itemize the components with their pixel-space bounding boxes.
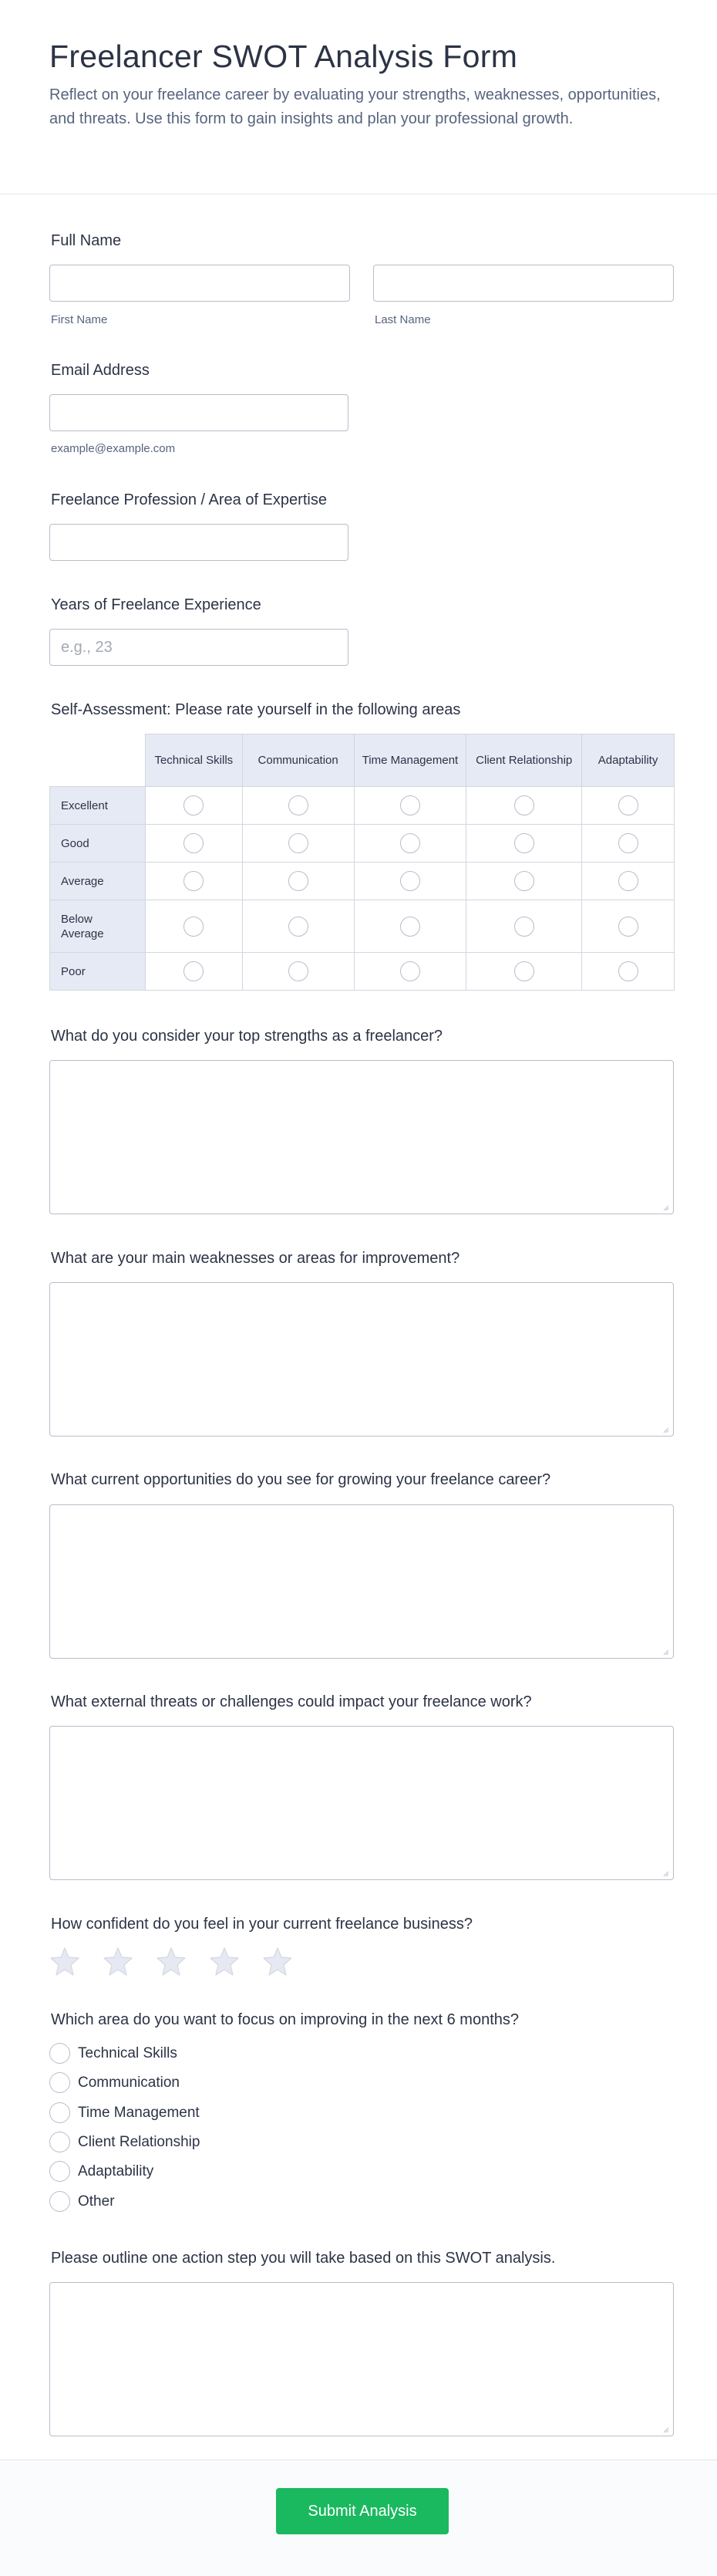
- matrix-row-header: Good: [50, 825, 146, 863]
- weaknesses-label: What are your main weaknesses or areas for improvement?: [51, 1250, 460, 1267]
- resize-grip-icon[interactable]: [661, 1869, 669, 1877]
- matrix-radio[interactable]: [514, 833, 534, 853]
- submit-button[interactable]: Submit Analysis: [276, 2488, 449, 2534]
- radio-button[interactable]: [49, 2132, 70, 2152]
- first-name-input[interactable]: [49, 265, 350, 302]
- self-assessment-label: Self-Assessment: Please rate yourself in the following areas: [51, 701, 461, 718]
- full-name-label: Full Name: [51, 232, 122, 249]
- focus-option-label: Time Management: [78, 2105, 200, 2121]
- matrix-radio[interactable]: [183, 833, 204, 853]
- matrix-radio[interactable]: [514, 961, 534, 981]
- focus-label: Which area do you want to focus on improving in the next 6 months?: [51, 2011, 520, 2028]
- opportunities-textarea[interactable]: [49, 1504, 674, 1659]
- focus-option-label: Technical Skills: [78, 2045, 177, 2061]
- matrix-row: [50, 863, 675, 900]
- matrix-radio[interactable]: [183, 917, 204, 937]
- confidence-label: How confident do you feel in your current freelance business?: [51, 1916, 473, 1933]
- matrix-row: [50, 825, 675, 863]
- last-name-input[interactable]: [373, 265, 674, 302]
- resize-grip-icon[interactable]: [661, 1426, 669, 1433]
- email-input[interactable]: [49, 394, 348, 431]
- matrix-radio[interactable]: [400, 871, 420, 891]
- experience-label: Years of Freelance Experience: [51, 596, 261, 613]
- weaknesses-textarea[interactable]: [49, 1282, 674, 1437]
- matrix-radio[interactable]: [400, 961, 420, 981]
- radio-button[interactable]: [49, 2102, 70, 2123]
- form-title: Freelancer SWOT Analysis Form: [49, 39, 518, 74]
- matrix-radio[interactable]: [618, 917, 638, 937]
- star-icon[interactable]: [49, 1946, 80, 1977]
- last-name-sublabel: Last Name: [375, 313, 431, 326]
- matrix-row: [50, 953, 675, 991]
- matrix-radio[interactable]: [618, 795, 638, 815]
- matrix-radio[interactable]: [400, 917, 420, 937]
- star-icon[interactable]: [156, 1946, 187, 1977]
- matrix-row: [50, 787, 675, 825]
- opportunities-label: What current opportunities do you see for growing your freelance career?: [51, 1471, 551, 1488]
- resize-grip-icon[interactable]: [661, 1204, 669, 1211]
- form-description: Reflect on your freelance career by evaluating your strengths, weaknesses, opportunities, and threats. Use this form to gain insights and plan your professional growth.: [49, 86, 661, 127]
- matrix-radio[interactable]: [183, 961, 204, 981]
- matrix-col-header: Time Management: [354, 734, 466, 787]
- matrix-row-header: Average: [50, 863, 146, 900]
- matrix-col-header: Communication: [242, 734, 354, 787]
- matrix-radio[interactable]: [618, 871, 638, 891]
- form-footer: [0, 2460, 717, 2576]
- star-icon[interactable]: [262, 1946, 293, 1977]
- email-sublabel: example@example.com: [51, 442, 176, 455]
- matrix-radio[interactable]: [400, 833, 420, 853]
- focus-option-label: Other: [78, 2193, 115, 2210]
- matrix-radio[interactable]: [288, 795, 308, 815]
- radio-button[interactable]: [49, 2191, 70, 2212]
- matrix-radio[interactable]: [288, 833, 308, 853]
- experience-input[interactable]: [49, 629, 348, 666]
- form-header: [0, 0, 717, 194]
- resize-grip-icon[interactable]: [661, 1648, 669, 1656]
- matrix-radio[interactable]: [288, 871, 308, 891]
- matrix-radio[interactable]: [400, 795, 420, 815]
- email-label: Email Address: [51, 362, 150, 379]
- matrix-radio[interactable]: [183, 795, 204, 815]
- matrix-col-header: Adaptability: [582, 734, 675, 787]
- matrix-radio[interactable]: [514, 871, 534, 891]
- matrix-row-header: Poor: [50, 953, 146, 991]
- radio-button[interactable]: [49, 2161, 70, 2182]
- matrix-col-header: Technical Skills: [145, 734, 242, 787]
- focus-option-label: Client Relationship: [78, 2134, 200, 2150]
- matrix-radio[interactable]: [288, 961, 308, 981]
- radio-button[interactable]: [49, 2043, 70, 2064]
- star-icon[interactable]: [103, 1946, 133, 1977]
- strengths-textarea[interactable]: [49, 1060, 674, 1214]
- matrix-radio[interactable]: [514, 795, 534, 815]
- radio-button[interactable]: [49, 2072, 70, 2093]
- action-step-textarea[interactable]: [49, 2282, 674, 2436]
- matrix-radio[interactable]: [288, 917, 308, 937]
- first-name-sublabel: First Name: [51, 313, 108, 326]
- matrix-corner: [50, 734, 146, 787]
- threats-label: What external threats or challenges could impact your freelance work?: [51, 1693, 532, 1710]
- profession-input[interactable]: [49, 524, 348, 561]
- matrix-col-header: Client Relationship: [466, 734, 582, 787]
- action-step-label: Please outline one action step you will take based on this SWOT analysis.: [51, 2250, 556, 2267]
- matrix-radio[interactable]: [618, 961, 638, 981]
- resize-grip-icon[interactable]: [661, 2426, 669, 2433]
- self-assessment-matrix: [49, 734, 675, 991]
- matrix-radio[interactable]: [514, 917, 534, 937]
- matrix-radio[interactable]: [618, 833, 638, 853]
- matrix-radio[interactable]: [183, 871, 204, 891]
- focus-option-label: Adaptability: [78, 2163, 154, 2179]
- strengths-label: What do you consider your top strengths as a freelancer?: [51, 1028, 443, 1045]
- matrix-row-header: Below Average: [50, 900, 146, 953]
- matrix-row: [50, 900, 675, 953]
- focus-option-label: Communication: [78, 2075, 180, 2091]
- matrix-row-header: Excellent: [50, 787, 146, 825]
- profession-label: Freelance Profession / Area of Expertise: [51, 491, 327, 508]
- star-icon[interactable]: [209, 1946, 240, 1977]
- threats-textarea[interactable]: [49, 1726, 674, 1880]
